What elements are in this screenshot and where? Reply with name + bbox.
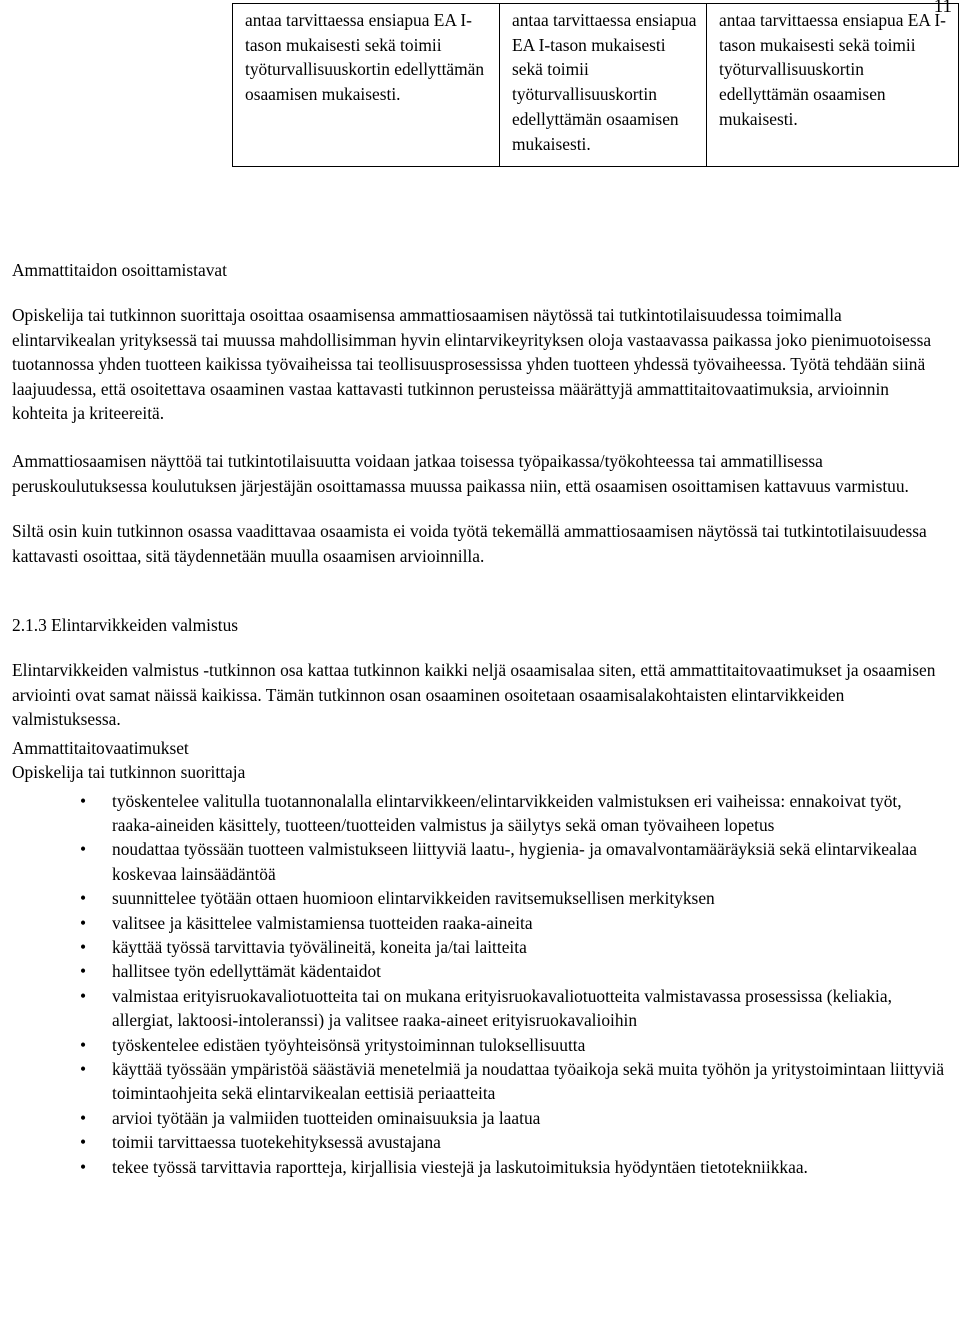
continuation-table bbox=[232, 3, 959, 167]
bullet-icon: • bbox=[80, 1107, 87, 1128]
list-item-text: arvioi työtään ja valmiiden tuotteiden ominaisuuksia ja laatua bbox=[112, 1107, 541, 1128]
page-number: 11 bbox=[933, 0, 952, 17]
demonstration-paragraph: Ammattiosaamisen näyttöä tai tutkintotilaisuutta voidaan jatkaa toisessa työpaikassa/työkohteessa tai ammatillisessa peruskoulutuksessa koulutuksen järjestäjän osoittamassa muussa paikassa niin, että osaamisen osoittamisen kattavuus varmistuu. bbox=[12, 451, 909, 496]
bullet-icon: • bbox=[80, 961, 87, 982]
list-item bbox=[12, 886, 947, 910]
list-item-text: toimii tarvittaessa tuotekehityksessä avustajana bbox=[112, 1132, 441, 1153]
list-item bbox=[12, 959, 947, 983]
table-cell: antaa tarvittaessa ensiapua EA I-tason mukaisesti sekä toimii työturvallisuuskortin edellyttämän osaamisen mukaisesti. bbox=[707, 4, 959, 167]
list-item bbox=[12, 789, 947, 838]
bullet-icon: • bbox=[80, 839, 87, 860]
list-item bbox=[12, 1130, 947, 1154]
list-item-text: valitsee ja käsittelee valmistamiensa tuotteiden raaka-aineita bbox=[112, 912, 533, 933]
list-item-text: työskentelee valitulla tuotannonalalla elintarvikkeen/elintarvikkeiden valmistuksen eri vaiheissa: ennakoivat työt, raaka-aineiden käsittely, tuotteen/tuotteiden valmistus ja säilytys sekä oman työvaiheen lopetus bbox=[112, 790, 902, 835]
list-item bbox=[12, 935, 947, 959]
list-item-text: suunnittelee työtään ottaen huomioon elintarvikkeiden ravitsemuksellisen merkityksen bbox=[112, 888, 715, 909]
requirements-lead: Opiskelija tai tutkinnon suorittaja bbox=[12, 762, 246, 783]
section-title: 2.1.3 Elintarvikkeiden valmistus bbox=[12, 615, 239, 636]
list-item-text: käyttää työssään ympäristöä säästäviä menetelmiä ja noudattaa työaikoja sekä muita työhön ja yritystoimintaan liittyviä toimintaohjeita sekä elintarvikealan eettisiä periaatteita bbox=[112, 1058, 945, 1104]
table-cell: antaa tarvittaessa ensiapua EA I-tason mukaisesti sekä toimii työturvallisuuskortin edellyttämän osaamisen mukaisesti. bbox=[233, 4, 500, 167]
bullet-icon: • bbox=[80, 1058, 87, 1079]
list-item bbox=[12, 1057, 947, 1106]
bullet-icon: • bbox=[80, 1156, 87, 1177]
demonstration-paragraph: Opiskelija tai tutkinnon suorittaja osoittaa osaamisensa ammattiosaamisen näytössä tai tutkintotilaisuudessa toimimalla elintarvikealan yrityksessä tai muussa mahdollisimman hyvin elintarvikeyrityksen oloja vastaavassa paikassa joko pienimuotoisessa tuotannossa yhden tuotteen kaikissa työvaiheissa tai teollisuusprosessissa yhden tuotteen yhdessä työvaiheessa. Työtä tehdään siinä laajuudessa, että osoitettava osaaminen vastaa kattavasti tutkinnon perusteissa määrättyjä ammattitaitovaatimuksia, arvioinnin kohteita ja kriteereitä. bbox=[12, 305, 932, 424]
bullet-icon: • bbox=[80, 936, 87, 957]
list-item bbox=[12, 837, 947, 886]
requirements-list bbox=[12, 789, 947, 1180]
demonstration-heading: Ammattitaidon osoittamistavat bbox=[12, 260, 227, 280]
demonstration-paragraph: Siltä osin kuin tutkinnon osassa vaadittavaa osaamista ei voida työtä tekemällä ammattiosaamisen näytössä tai tutkintotilaisuudessa kattavasti osoittaa, sitä täydennetään muulla osaamisen arvioinnilla. bbox=[12, 521, 927, 566]
bullet-icon: • bbox=[80, 1034, 87, 1055]
list-item-text: valmistaa erityisruokavaliotuotteita tai on mukana erityisruokavaliotuotteita valmistavassa prosessissa (keliakia, allergiat, laktoosi-intoleranssi) ja valitsee raaka-aineet erityisruokavalioihin bbox=[112, 985, 892, 1031]
bullet-icon: • bbox=[80, 888, 87, 909]
bullet-icon: • bbox=[80, 790, 87, 811]
section-intro: Elintarvikkeiden valmistus -tutkinnon osa kattaa tutkinnon kaikki neljä osaamisalaa siten, että ammattitaitovaatimukset ja osaamisen arviointi ovat samat näissä kaikissa. Tämän tutkinnon osan osaaminen osoitetaan osaamisalakohtaisten elintarvikkeiden valmistuksessa. bbox=[12, 660, 936, 730]
list-item bbox=[12, 1033, 947, 1057]
list-item-text: hallitsee työn edellyttämät kädentaidot bbox=[112, 961, 381, 982]
bullet-icon: • bbox=[80, 1132, 87, 1153]
requirements-heading: Ammattitaitovaatimukset bbox=[12, 737, 189, 758]
list-item-text: käyttää työssä tarvittavia työvälineitä, koneita ja/tai laitteita bbox=[112, 936, 527, 957]
list-item bbox=[12, 1155, 947, 1179]
table-cell: antaa tarvittaessa ensiapua EA I-tason mukaisesti sekä toimii työturvallisuuskortin edellyttämän osaamisen mukaisesti. bbox=[500, 4, 707, 167]
list-item bbox=[12, 984, 947, 1033]
list-item bbox=[12, 911, 947, 935]
bullet-icon: • bbox=[80, 985, 87, 1006]
list-item-text: tekee työssä tarvittavia raportteja, kirjallisia viestejä ja laskutoimituksia hyödyntäen tietotekniikkaa. bbox=[112, 1156, 808, 1177]
list-item-text: työskentelee edistäen työyhteisönsä yritystoiminnan tuloksellisuutta bbox=[112, 1034, 586, 1055]
list-item-text: noudattaa työssään tuotteen valmistukseen liittyviä laatu-, hygienia- ja omavalvontamääräyksiä sekä elintarvikealaa koskevaa lainsäädäntöä bbox=[112, 839, 917, 884]
bullet-icon: • bbox=[80, 912, 87, 933]
document-body bbox=[12, 258, 947, 1179]
list-item bbox=[12, 1106, 947, 1130]
table-row bbox=[233, 4, 959, 167]
